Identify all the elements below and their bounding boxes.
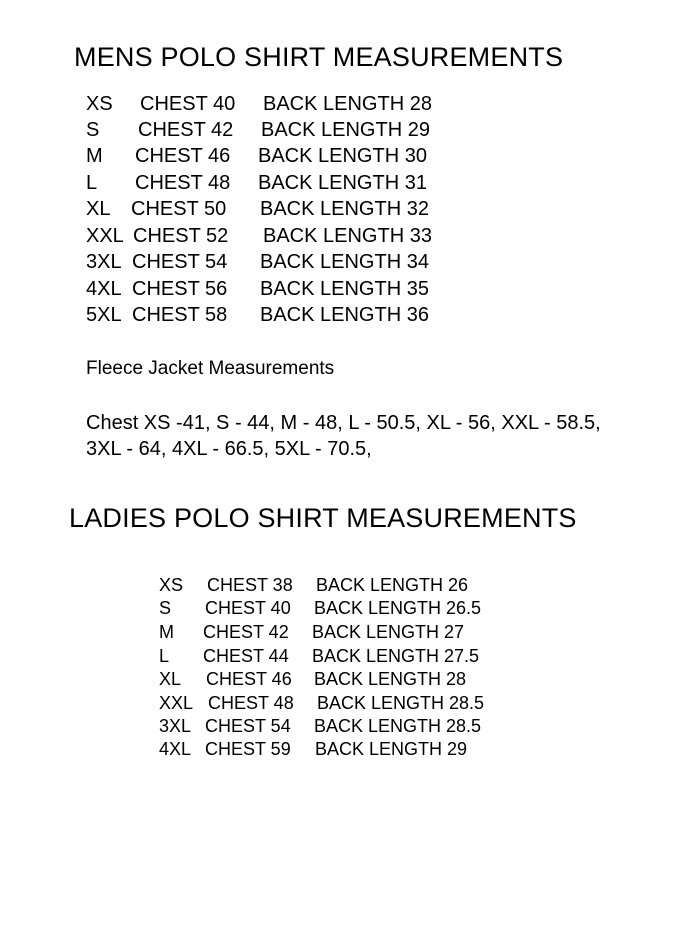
mens-chest-value: CHEST 42 bbox=[138, 119, 234, 141]
mens-back-length-value: BACK LENGTH 34 bbox=[260, 251, 429, 273]
ladies-size-label: XS bbox=[159, 575, 184, 595]
ladies-size-label: XL bbox=[159, 669, 182, 689]
ladies-chest-value: CHEST 48 bbox=[208, 693, 294, 713]
mens-back-length-value: BACK LENGTH 31 bbox=[258, 172, 427, 194]
ladies-back-length-value: BACK LENGTH 27.5 bbox=[312, 646, 480, 666]
mens-size-label: XXL bbox=[86, 225, 124, 247]
mens-back-length-value: BACK LENGTH 35 bbox=[260, 278, 429, 300]
ladies-section-title: LADIES POLO SHIRT MEASUREMENTS bbox=[69, 503, 577, 533]
mens-back-length-value: BACK LENGTH 28 bbox=[263, 93, 432, 115]
ladies-back-length-value: BACK LENGTH 28.5 bbox=[314, 716, 482, 736]
mens-chest-value: CHEST 48 bbox=[135, 172, 231, 194]
ladies-size-label: 4XL bbox=[159, 739, 192, 759]
ladies-size-label: 3XL bbox=[159, 716, 192, 736]
ladies-back-length-value: BACK LENGTH 29 bbox=[315, 739, 468, 759]
mens-size-label: 5XL bbox=[86, 304, 122, 326]
mens-size-label: XL bbox=[86, 198, 111, 220]
ladies-chest-value: CHEST 40 bbox=[205, 598, 291, 618]
fleece-jacket-title: Fleece Jacket Measurements bbox=[86, 358, 335, 379]
ladies-back-length-value: BACK LENGTH 26 bbox=[316, 575, 469, 595]
mens-size-label: XS bbox=[86, 93, 113, 115]
mens-size-label: 3XL bbox=[86, 251, 122, 273]
ladies-back-length-value: BACK LENGTH 28.5 bbox=[317, 693, 485, 713]
mens-back-length-value: BACK LENGTH 36 bbox=[260, 304, 429, 326]
ladies-size-label: L bbox=[159, 646, 170, 666]
mens-chest-value: CHEST 54 bbox=[132, 251, 228, 273]
ladies-chest-value: CHEST 38 bbox=[207, 575, 293, 595]
mens-back-length-value: BACK LENGTH 30 bbox=[258, 145, 427, 167]
ladies-size-label: S bbox=[159, 598, 172, 618]
mens-size-label: 4XL bbox=[86, 278, 122, 300]
mens-chest-value: CHEST 46 bbox=[135, 145, 231, 167]
ladies-back-length-value: BACK LENGTH 26.5 bbox=[314, 598, 482, 618]
mens-chest-value: CHEST 58 bbox=[132, 304, 228, 326]
mens-back-length-value: BACK LENGTH 32 bbox=[260, 198, 429, 220]
ladies-chest-value: CHEST 42 bbox=[203, 622, 289, 642]
ladies-back-length-value: BACK LENGTH 27 bbox=[312, 622, 465, 642]
mens-back-length-value: BACK LENGTH 29 bbox=[261, 119, 430, 141]
ladies-size-label: M bbox=[159, 622, 174, 642]
ladies-chest-value: CHEST 46 bbox=[206, 669, 292, 689]
mens-chest-value: CHEST 40 bbox=[140, 93, 236, 115]
mens-size-label: S bbox=[86, 119, 100, 141]
mens-back-length-value: BACK LENGTH 33 bbox=[263, 225, 432, 247]
mens-chest-value: CHEST 52 bbox=[133, 225, 229, 247]
ladies-chest-value: CHEST 54 bbox=[205, 716, 291, 736]
mens-size-label: L bbox=[86, 172, 98, 194]
ladies-chest-value: CHEST 59 bbox=[205, 739, 291, 759]
mens-size-label: M bbox=[86, 145, 103, 167]
mens-chest-value: CHEST 56 bbox=[132, 278, 228, 300]
ladies-back-length-value: BACK LENGTH 28 bbox=[314, 669, 467, 689]
mens-chest-value: CHEST 50 bbox=[131, 198, 227, 220]
ladies-size-label: XXL bbox=[159, 693, 194, 713]
mens-section-title: MENS POLO SHIRT MEASUREMENTS bbox=[74, 42, 564, 72]
ladies-chest-value: CHEST 44 bbox=[203, 646, 289, 666]
fleece-jacket-chest-list: Chest XS -41, S - 44, M - 48, L - 50.5, XL - 56, XXL - 58.5, 3XL - 64, 4XL - 66.5, 5XL - 70.5, bbox=[86, 412, 601, 460]
